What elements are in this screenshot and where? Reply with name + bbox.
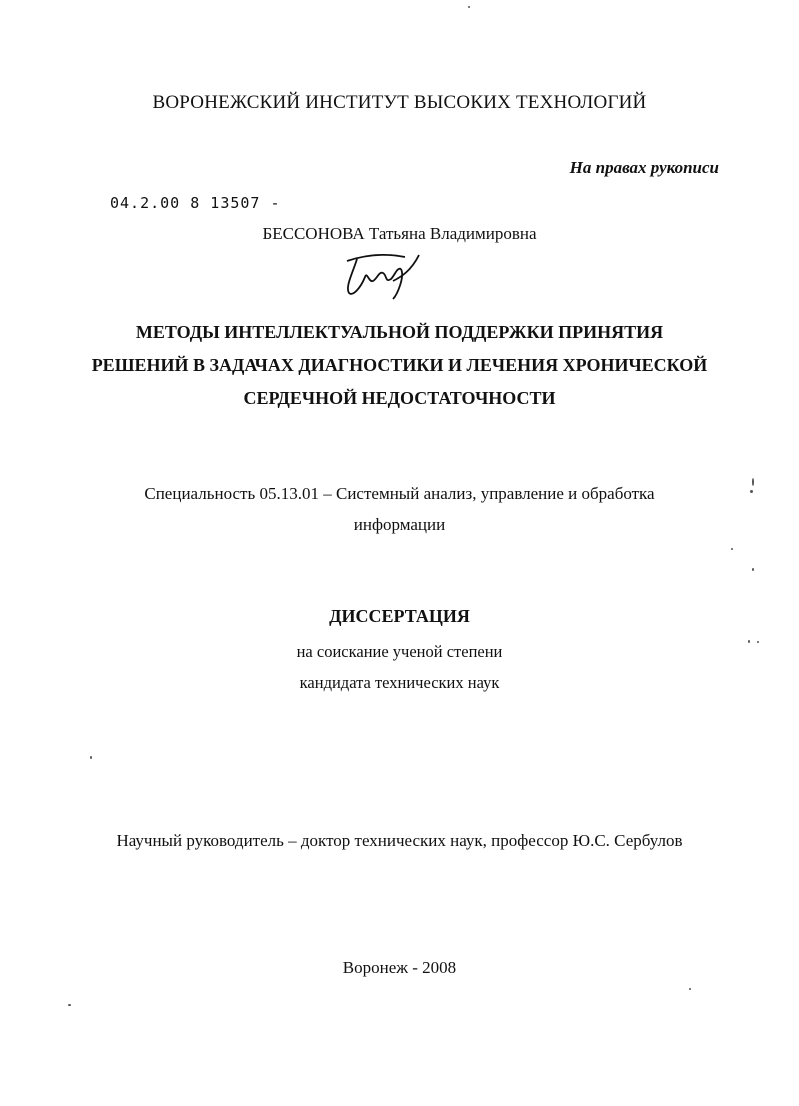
signature-image (335, 247, 430, 302)
city-year: Воронеж - 2008 (342, 958, 457, 977)
scan-speck (750, 490, 753, 493)
scan-speck (731, 548, 733, 550)
degree-block (0, 636, 799, 698)
scan-speck (752, 478, 754, 486)
degree-line: кандидата технических наук (299, 673, 500, 692)
dissertation-heading: ДИССЕРТАЦИЯ (329, 606, 470, 626)
specialty-line: Специальность 05.13.01 – Системный анализ, управление и обработка (144, 484, 655, 503)
author-name: БЕССОНОВА Татьяна Владимировна (262, 224, 537, 243)
institute-name: ВОРОНЕЖСКИЙ ИНСТИТУТ ВЫСОКИХ ТЕХНОЛОГИЙ (152, 92, 647, 113)
dissertation-title (0, 316, 799, 415)
rights-note: На правах рукописи (569, 158, 719, 177)
specialty-block (0, 478, 799, 540)
title-line: МЕТОДЫ ИНТЕЛЛЕКТУАЛЬНОЙ ПОДДЕРЖКИ ПРИНЯТИЯ (135, 322, 664, 342)
scan-speck (752, 568, 754, 571)
scan-speck (748, 640, 750, 643)
specialty-line: информации (353, 515, 446, 534)
title-line: РЕШЕНИЙ В ЗАДАЧАХ ДИАГНОСТИКИ И ЛЕЧЕНИЯ ХРОНИЧЕСКОЙ (91, 355, 708, 375)
scan-speck (689, 988, 691, 990)
catalog-stamp: 04.2.00 8 13507 - (110, 194, 281, 212)
scan-speck (757, 641, 759, 643)
scan-speck (468, 6, 470, 8)
scan-speck (68, 1004, 71, 1006)
scan-speck (90, 756, 92, 759)
degree-line: на соискание ученой степени (296, 642, 503, 661)
title-line: СЕРДЕЧНОЙ НЕДОСТАТОЧНОСТИ (243, 388, 556, 408)
scientific-advisor: Научный руководитель – доктор технических наук, профессор Ю.С. Сербулов (116, 831, 683, 850)
